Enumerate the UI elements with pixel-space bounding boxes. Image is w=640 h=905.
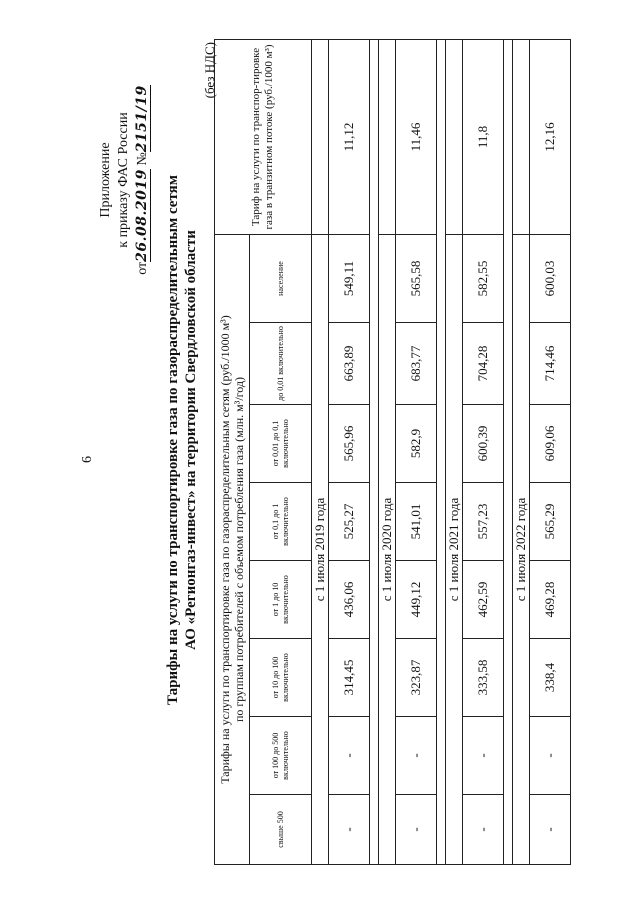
table-cell: 462,59: [463, 561, 504, 639]
table-row: [463, 39, 504, 864]
table-cell: 525,27: [329, 483, 370, 561]
col-header: от 0,01 до 0,1 включительно: [250, 405, 312, 483]
page-number: 6: [80, 456, 95, 463]
table-cell: 565,58: [396, 234, 437, 322]
appendix-order-ref: к приказу ФАС России: [116, 112, 131, 248]
table-cell: 609,06: [530, 405, 571, 483]
table-row: [530, 39, 571, 864]
table-cell: -: [463, 795, 504, 865]
table-cell: -: [463, 717, 504, 795]
document-title: [164, 35, 200, 845]
title-line-1: Тарифы на услуги по транспортировке газа по газораспределительным сетям: [165, 175, 181, 705]
col-header: от 10 до 100 включительно: [250, 639, 312, 717]
table-row: [396, 39, 437, 864]
table-cell: 333,58: [463, 639, 504, 717]
appendix-date-line: [133, 60, 152, 300]
col-header: свыше 500: [250, 795, 312, 865]
table-cell: 11,8: [463, 39, 504, 234]
order-number: 2151/19: [134, 85, 150, 153]
table-row: [329, 39, 370, 864]
table-cell: 11,46: [396, 39, 437, 234]
tariff-table: [214, 39, 571, 865]
col-header: население: [250, 234, 312, 322]
table-cell: -: [396, 795, 437, 865]
vat-note: (без НДС): [202, 42, 217, 99]
order-date: 26.08.2019: [134, 169, 150, 262]
col-header: от 0,1 до 1 включительно: [250, 483, 312, 561]
table-cell: 582,55: [463, 234, 504, 322]
period-label: с 1 июля 2021 года: [446, 234, 463, 864]
table-cell: 714,46: [530, 323, 571, 405]
table-cell: 565,96: [329, 405, 370, 483]
title-line-2: АО «Регионгаз-инвест» на территории Свердловской области: [183, 230, 199, 650]
period-label: с 1 июля 2022 года: [513, 234, 530, 864]
table-cell: 449,12: [396, 561, 437, 639]
col-header: от 1 до 10 включительно: [250, 561, 312, 639]
table-cell: 541,01: [396, 483, 437, 561]
table-cell: 323,87: [396, 639, 437, 717]
appendix-header: [97, 60, 152, 300]
table-cell: 600,39: [463, 405, 504, 483]
table-cell: 12,16: [530, 39, 571, 234]
transit-tariff-header: Тариф на услуги по транспор-тировке газа в транзитном потоке (руб./1000 м³): [215, 39, 312, 234]
group-header: Тарифы на услуги по транспортировке газа по газораспределительным сетям (руб./1000 м³) по группам потребителей с объемом потребления газа (млн. м³/год): [215, 234, 250, 864]
table-cell: 600,03: [530, 234, 571, 322]
date-prefix: от: [135, 261, 150, 275]
table-cell: 549,11: [329, 234, 370, 322]
appendix-title: Приложение: [98, 142, 113, 218]
table-cell: -: [530, 795, 571, 865]
period-label: с 1 июля 2019 года: [312, 234, 329, 864]
table-cell: 663,89: [329, 323, 370, 405]
col-header: до 0,01 включительно: [250, 323, 312, 405]
table-cell: 565,29: [530, 483, 571, 561]
table-cell: 11,12: [329, 39, 370, 234]
number-prefix: №: [135, 152, 150, 166]
table-cell: 314,45: [329, 639, 370, 717]
table-cell: 557,23: [463, 483, 504, 561]
period-label: с 1 июля 2020 года: [379, 234, 396, 864]
table-cell: 582,9: [396, 405, 437, 483]
table-cell: -: [329, 795, 370, 865]
col-header: от 100 до 500 включительно: [250, 717, 312, 795]
table-cell: 683,77: [396, 323, 437, 405]
table-cell: 436,06: [329, 561, 370, 639]
table-cell: -: [396, 717, 437, 795]
table-cell: -: [530, 717, 571, 795]
table-cell: -: [329, 717, 370, 795]
table-cell: 704,28: [463, 323, 504, 405]
table-cell: 338,4: [530, 639, 571, 717]
table-cell: 469,28: [530, 561, 571, 639]
